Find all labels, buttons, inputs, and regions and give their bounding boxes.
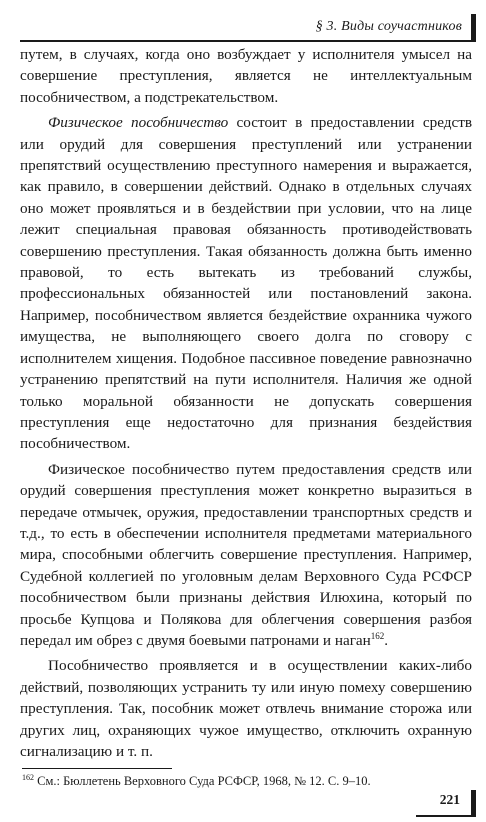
page-body: [20, 44, 472, 762]
paragraph-3: [20, 459, 472, 652]
paragraph-1: путем, в случаях, когда оно возбуждает у исполнителя умысел на совершение преступления, является не интеллектуальным пособничеством, а подстрекательством.: [20, 46, 472, 106]
header-bar-decoration: [471, 14, 476, 40]
paragraph-2-text: состоит в предоставлении средств или орудий для совершения преступлений или устранении препятствий осуществлению преступного намерения и выражается, как правило, в совершении действий. Однако в отдельных случаях оно может проявляться и в бездействии при условии, что на лице лежит специальная правовая обязанность противодействовать совершению преступления. Такая обязанность должна быть именно правовой, то есть вытекать из требований службы, профессиональных обязанностей или постановлений закона. Например, пособничеством является бездействие охранника чужого имущества, не выполняющего своего долга по сговору с исполнителем хищения. Подобное пассивное поведение равнозначно устранению препятствий на пути исполнителя. Наличия же одной только моральной обязанности не допускать совершения преступления еще недостаточно для признания бездействия пособничеством.: [20, 114, 473, 453]
paragraph-2: [20, 112, 472, 455]
paragraph-3-end: .: [384, 631, 389, 649]
footnote-divider: [22, 768, 172, 769]
footer-bar-decoration: [471, 790, 476, 816]
footer-rule-decoration: [416, 815, 476, 817]
defined-term: Физическое пособничество: [48, 114, 229, 132]
paragraph-4: Пособничество проявляется и в осуществлении каких-либо действий, позволяющих устранить ту или иную помеху совершению преступления. Так, пособник может отвлечь внимание сторожа или других лиц, охраняющих чужое имущество, отключить охранную сигнализацию и т. п.: [20, 657, 472, 760]
running-header: [20, 10, 476, 42]
footnote: [22, 773, 472, 789]
paragraph-3-text: Физическое пособничество путем предоставления средств или орудий совершения преступления может конкретно выразиться в передаче отмычек, оружия, предоставлении транспортных средств и т.д., то есть в обеспечении исполнителя предметами материального мира, способными облегчить совершение преступления. Например, Судебной коллегией по уголовным делам Верховного Суда РСФСР пособничеством были признаны действия Илюхина, который по просьбе Купцова и Полякова для облегчения совершения разбоя передал им обрез с двумя боевыми патронами и наган: [20, 460, 472, 649]
footnote-reference[interactable]: 162: [370, 630, 385, 641]
footnote-number: 162: [22, 772, 34, 782]
footnote-text: См.: Бюллетень Верховного Суда РСФСР, 1968, № 12. С. 9–10.: [34, 774, 371, 788]
page-number: 221: [439, 792, 460, 807]
running-header-title: § 3. Виды соучастников: [315, 19, 462, 34]
page-footer: [20, 790, 476, 816]
